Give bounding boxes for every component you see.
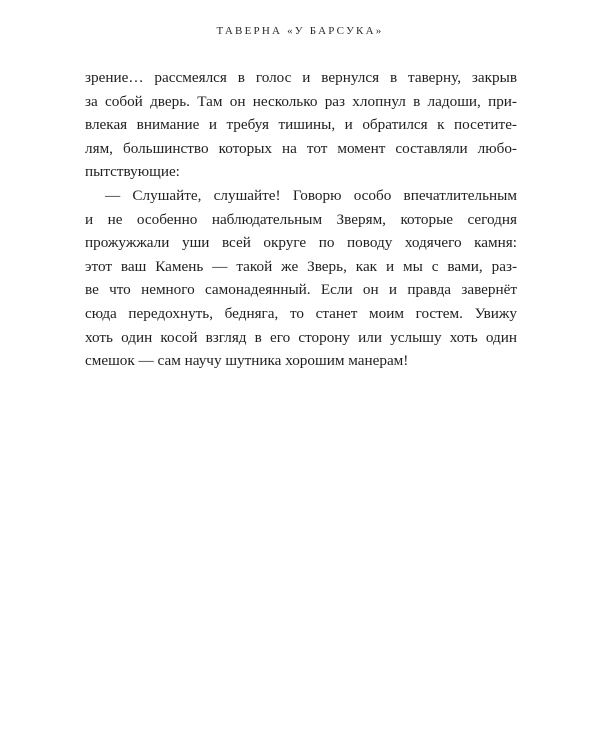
text-line: сюда передохнуть, бедняга, то станет моим гостем. Увижу	[85, 304, 517, 322]
text-line: и не особенно наблюдательным Зверям, которые сегодня	[85, 210, 517, 228]
text-line: хоть один косой взгляд в его сторону или услышу хоть один	[85, 328, 517, 346]
text-line: за собой дверь. Там он несколько раз хлопнул в ладоши, при-	[85, 92, 517, 110]
text-line: ве что немного самонадеянный. Если он и правда завернёт	[85, 281, 517, 299]
text-line: зрение… рассмеялся в голос и вернулся в таверну, закрыв	[85, 69, 517, 86]
text-line: пытствующие:	[85, 163, 180, 181]
text-line: — Слушайте, слушайте! Говорю особо впечатлительным	[105, 186, 517, 204]
text-line: этот ваш Камень — такой же Зверь, как и мы с вами, раз-	[85, 257, 517, 275]
text-line: лям, большинство которых на тот момент составляли любо-	[85, 139, 517, 157]
text-line: прожужжали уши всей округе по поводу ходячего камня:	[85, 234, 517, 252]
text-line: влекая внимание и требуя тишины, и обратился к посетите-	[85, 116, 517, 134]
body-text	[85, 66, 517, 373]
running-head: ТАВЕРНА «У БАРСУКА»	[216, 25, 384, 37]
text-line: смешок — сам научу шутника хорошим манерам!	[85, 352, 409, 370]
